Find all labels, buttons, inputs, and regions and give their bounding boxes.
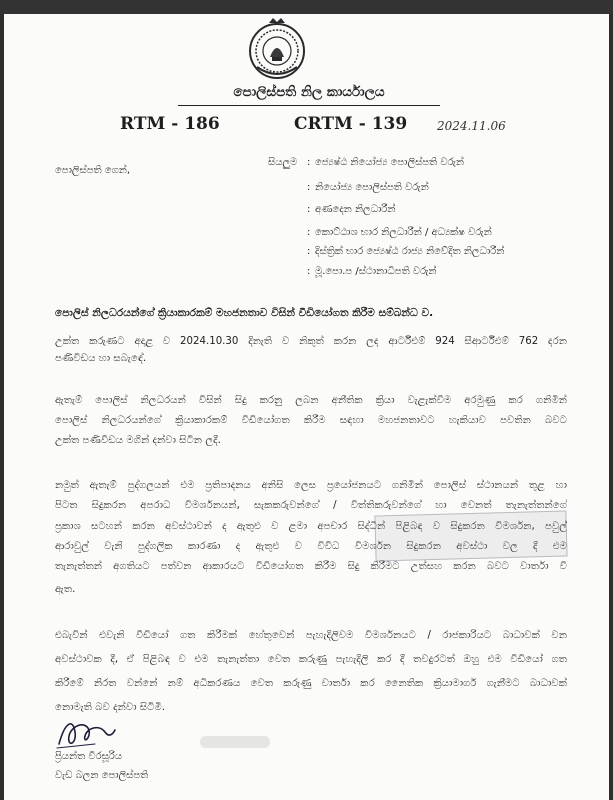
letter-page <box>4 14 609 800</box>
paragraph-line: පිටත සිදුකරන අපරාධ විමර්ශනයන්, සැකකරුවන්ගේ / විත්තිකරුවන්ගේ හා වෙනත් තැනැත්තන්ගේ <box>55 500 567 511</box>
paragraph-line: උක්ත කරුණට අදාළ ව 2024.10.30 දිනැති ව නිකුත් කරන ලද ආර්ටීඑම් 924 සීආර්ටීඑම් 762 දරන <box>55 336 567 347</box>
recipient-separator: : <box>307 157 311 168</box>
paragraph-line: පොලිස් නිලධරයන්ගේ ක්‍රියාකාරකම් වීඩියෝගත කිරීම සඳහා මහජනතාවට හැකියාව පවතින බවට <box>55 415 567 426</box>
paragraph-line: නමුත් ඇතැම් පුද්ගලයන් එම ප්‍රතිපාදනය අනිසි ලෙස ප්‍රයෝජනයට ගනිමින් පොලිස් ස්ථානයන් තුළ හා <box>55 480 567 491</box>
handwritten-signature <box>55 714 117 752</box>
signatory-title: වැඩ බලන පොලිස්පති <box>55 770 149 781</box>
recipient-prefix: සියලුම <box>268 157 298 168</box>
recipient-separator: : <box>307 227 311 238</box>
paragraph-line: එබැවින් එවැනි වීඩියෝ ගත කිරීමක් හේතුවෙන් පැහැදිලිවම විමර්ශනයට / රාජකාරියට බාධාවක් වන <box>55 630 567 641</box>
paragraph-line: කිරීමේ නිරත වන්නේ නම් අධිකරණය වෙත කරුණු වාර්තා කර නෛතික ක්‍රියාමාර්ග ගැනීමට බාධාවක් <box>55 678 567 689</box>
recipient-separator: : <box>307 204 311 215</box>
sender: පොලිස්පති ගෙන්, <box>55 165 131 176</box>
recipient-separator: : <box>307 246 311 257</box>
paragraph-line: නොමැති බව දන්වා සිටිමි. <box>55 702 166 713</box>
paragraph-line: ඇතැම් පොලිස් නිලධරයන් විසින් සිදු කරනු ලබන අනීතික ක්‍රියා වැළැක්වීම අරමුණු කර ගනිමින් <box>55 395 567 406</box>
signatory-name: ප්‍රියන්ත වීරසූරිය <box>55 751 123 762</box>
recipient-item: දිස්ත්‍රික් භාර ජ්‍යෙෂ්ඨ රාජ්‍ය නිවේදිත නිලධාරීන් <box>315 246 505 257</box>
paragraph-line: ප්‍රකාශ සටහන් කරන අවස්ථාවන් ද ඇතුළු ව ළමා අපචාර සිද්ධීන් පිළිබඳ ව සිදුකරන විමර්ශන, පවුල් <box>55 521 567 532</box>
recipient-item: කොට්ඨාශ භාර නිලධාරීන් / අධ්‍යක්ෂ වරුන් <box>315 227 492 238</box>
recipient-item: මූ.පො.ප /ස්ථානාධිපති වරුන් <box>315 266 437 277</box>
crtm-reference: CRTM - 139 <box>294 114 408 134</box>
office-title: පොලිස්පති නිල කාර්යාලය <box>178 84 440 106</box>
paragraph-line: අවස්ථාවක දී, ඒ පිළිබඳ ව එම තැනැත්තා වෙත කරුණු පැහැදිලි කර දී තවදුරටත් ඔහු එම වීඩියෝ ගත <box>55 654 567 665</box>
subject-line: පොලිස් නිලධරයන්ගේ ක්‍රියාකාරකම් මහජනතාව විසින් වීඩියෝගත කිරීම සම්බන්ධ ව. <box>55 307 434 319</box>
recipient-item: ජ්‍යෙෂ්ඨ නියෝජ්‍ය පොලිස්පති වරුන් <box>315 157 465 168</box>
paragraph-line: උක්ත පණිවිඩය මගින් දන්වා සිටින ලදී. <box>55 435 221 446</box>
paragraph-line: ආරාවුල් වැනි පුද්ගලික කාරණා ද ඇතුළු ව විවිධ විමර්ශන සිදුකරන අවස්ථා වල දී එම <box>55 541 567 552</box>
recipient-item: අණදෙන නිලධාරීන් <box>315 204 396 215</box>
recipient-item: නියෝජ්‍ය පොලිස්පති වරුන් <box>315 182 429 193</box>
top-bar <box>0 0 613 14</box>
paragraph-line: පණිවිඩය හා සබැඳේ. <box>55 353 147 364</box>
recipient-separator: : <box>307 266 311 277</box>
stamp-mark <box>374 510 567 561</box>
paragraph-line: ඇත. <box>55 584 76 595</box>
recipient-separator: : <box>307 182 311 193</box>
faint-stamp-mark <box>200 736 270 748</box>
police-emblem-icon <box>245 17 309 81</box>
paragraph-line: තැනැත්තන් අගතියට පත්වන ආකාරයට වීඩියෝගත කිරීම සිදු කිරීමට උත්සහ කරන බවට වාර්තා වී <box>55 561 567 572</box>
letter-date: 2024.11.06 <box>437 119 506 133</box>
rtm-reference: RTM - 186 <box>120 114 220 134</box>
